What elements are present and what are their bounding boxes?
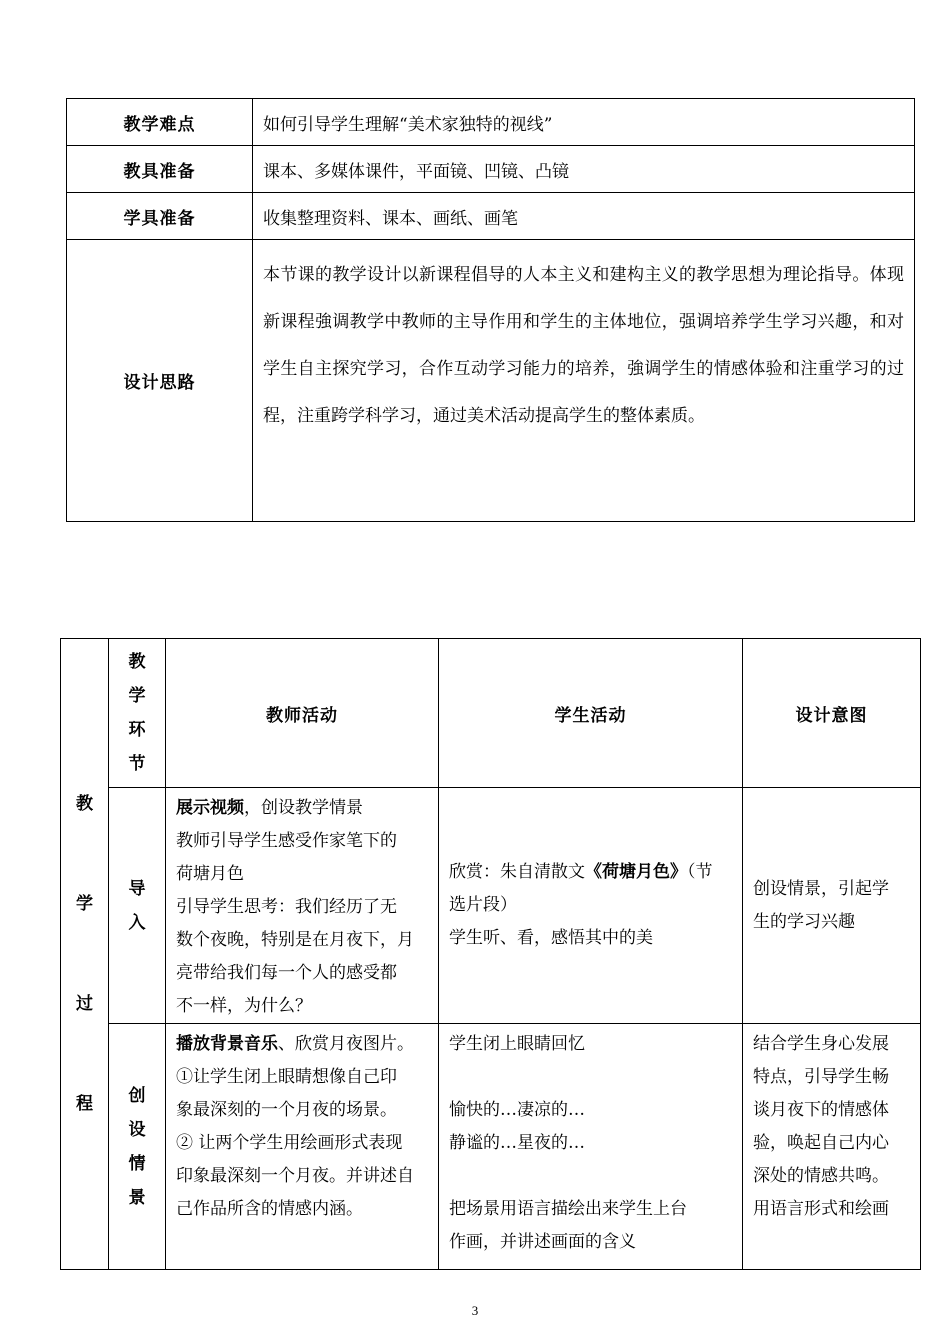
stage-label: 导 入: [109, 788, 166, 1024]
design-intent-header: 设计意图: [743, 639, 921, 788]
page-number: 3: [471, 1303, 479, 1318]
teacher-activity: 展示视频，创设教学情景 教师引导学生感受作家笔下的 荷塘月色 引导学生思考：我们经历了无 数个夜晚，特别是在月夜下，月 亮带给我们每一个人的感受都 不一样，为什么？: [166, 788, 439, 1024]
student-activity: 学生闭上眼睛回忆 愉快的…凄凉的… 静谧的…星夜的… 把场景用语言描绘出来学生上台 作画，并讲述画面的含义: [439, 1024, 743, 1270]
stage-header: 教 学 环 节: [109, 639, 166, 788]
row-label: 教学难点: [67, 99, 253, 146]
student-activity: 欣赏：朱自清散文《荷塘月色》（节 选片段） 学生听、看，感悟其中的美: [439, 788, 743, 1024]
teaching-process-table: [60, 638, 921, 1270]
row-value: 收集整理资料、课本、画纸、画笔: [253, 193, 915, 240]
process-label: 教 学 过 程: [61, 639, 109, 1270]
table-row-scenario: [61, 1024, 921, 1270]
row-value: 如何引导学生理解“美术家独特的视线”: [253, 99, 915, 146]
table-row: [67, 240, 915, 522]
teacher-activity: 播放背景音乐、欣赏月夜图片。 ①让学生闭上眼睛想像自己印 象最深刻的一个月夜的场景。 ② 让两个学生用绘画形式表现 印象最深刻一个月夜。并讲述自 己作品所含的情感内涵。: [166, 1024, 439, 1270]
student-activity-header: 学生活动: [439, 639, 743, 788]
table-header-row: [61, 639, 921, 788]
row-value: 课本、多媒体课件，平面镜、凹镜、凸镜: [253, 146, 915, 193]
design-intent: 创设情景，引起学 生的学习兴趣: [743, 788, 921, 1024]
teacher-activity-header: 教师活动: [166, 639, 439, 788]
design-text: 本节课的教学设计以新课程倡导的人本主义和建构主义的教学思想为理论指导。体现新课程強调教学中教师的主导作用和学生的主体地位，强调培养学生学习兴趣，和对学生自主探究学习，合作互动学习能力的培养，強调学生的情感体验和注重学习的过程，注重跨学科学习，通过美术活动提高学生的整体素质。: [253, 240, 915, 522]
stage-label: 创 设 情 景: [109, 1024, 166, 1270]
lesson-info-table: [66, 98, 915, 522]
row-label: 学具准备: [67, 193, 253, 240]
table-row: [67, 99, 915, 146]
table-row-intro: [61, 788, 921, 1024]
design-label: 设计思路: [67, 240, 253, 522]
row-label: 教具准备: [67, 146, 253, 193]
table-row: [67, 193, 915, 240]
design-intent: 结合学生身心发展 特点，引导学生畅 谈月夜下的情感体 验，唤起自己内心 深处的情感共鸣。 用语言形式和绘画: [743, 1024, 921, 1270]
table-row: [67, 146, 915, 193]
